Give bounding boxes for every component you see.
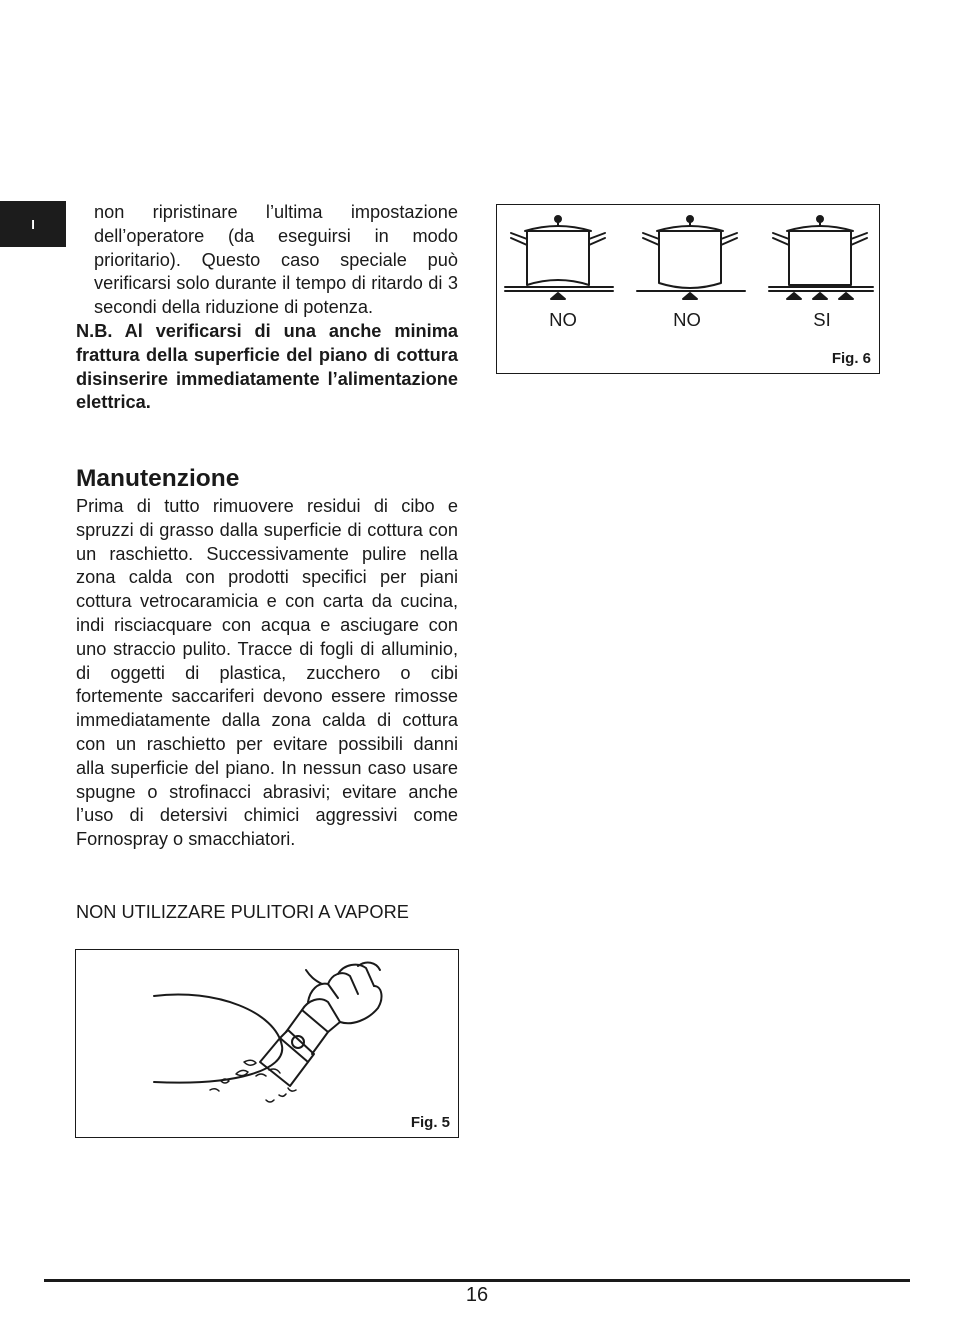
figure-5 <box>75 949 459 1138</box>
continuation-paragraph: non ripristinare l’ultima impostazione dell’operatore (da eseguirsi in modo prioritario). Questo caso speciale può verificarsi solo durante il tempo di ritardo di 3 secondi della riduzione di potenza. <box>94 202 458 318</box>
page-number: 16 <box>465 1284 489 1306</box>
figure-5-caption: Fig. 5 <box>410 1114 450 1131</box>
pot-3-label: SI <box>813 309 831 330</box>
language-tab: I <box>0 201 66 247</box>
pot-bottom-comparison <box>497 205 879 373</box>
pot-flat-icon <box>769 216 873 299</box>
maintenance-paragraph: Prima di tutto rimuovere residui di cibo e spruzzi di grasso dalla superficie di cottura con un raschietto. Successivamente pulire nella zona calda con prodotti specifici per piani cottura vetrocaramicia e con carta da cucina, indi risciacquare con acqua e asciugare con uno straccio pulito. Tracce di fogli di alluminio, di oggetti di plastica, zucchero o cibi fortemente saccariferi devono essere rimosse immediatamente dalla zona calda di cottura con un raschietto per evitare possibili danni alla superficie del piano. In nessun caso usare spugne o strofinacci abrasivi; evitare anche l’uso di detersivi chimici aggressivi come Fornospray o smacchiatori. <box>76 496 458 850</box>
pot-2-label: NO <box>673 309 701 330</box>
pot-1-label: NO <box>549 309 577 330</box>
figure-6 <box>496 204 880 374</box>
footer-divider <box>44 1279 910 1282</box>
steam-cleaner-warning: NON UTILIZZARE PULITORI A VAPORE <box>76 902 409 922</box>
pot-convex-icon <box>637 216 745 299</box>
safety-note: N.B. Al verificarsi di una anche minima frattura della superficie del piano di cottura disinserire immediatamente l’alimentazione elettrica. <box>76 321 458 413</box>
figure-6-caption: Fig. 6 <box>831 350 871 367</box>
section-heading-maintenance: Manutenzione <box>76 465 240 492</box>
scraper-cleaning-illustration <box>76 950 458 1137</box>
pot-concave-icon <box>505 216 613 299</box>
